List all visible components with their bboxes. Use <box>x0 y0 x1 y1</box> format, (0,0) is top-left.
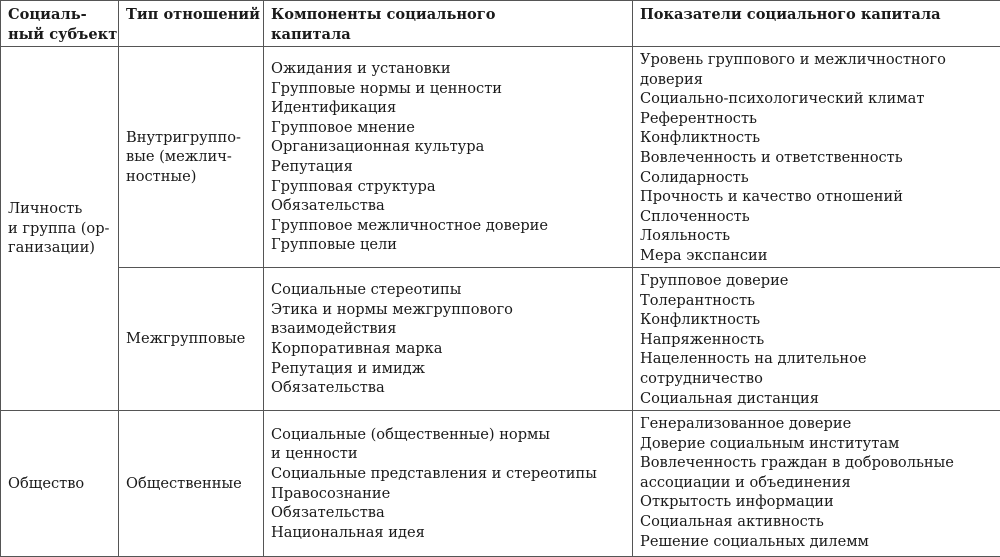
cell-text-line: Групповое межличностное доверие <box>271 216 626 236</box>
cell-text-line: Внутригруппо- <box>126 128 257 148</box>
cell-text-line: Общество <box>8 474 112 494</box>
cell-text-line: Групповое доверие <box>640 271 994 291</box>
cell-text-line: Обязательства <box>271 196 626 216</box>
cell-text-line: Социальная дистанция <box>640 389 994 409</box>
cell-text-line: и ценности <box>271 444 626 464</box>
cell-text-line: Групповые цели <box>271 235 626 255</box>
header-type <box>119 1 264 47</box>
cell-text-line: ганизации) <box>8 238 112 258</box>
type-intergroup-cell <box>119 268 264 411</box>
cell-text-line: Уровень группового и межличностного <box>640 50 994 70</box>
cell-text-line: Лояльность <box>640 226 994 246</box>
cell-text-line: Социальные представления и стереотипы <box>271 464 626 484</box>
header-subject <box>1 1 119 47</box>
components-intergroup-cell <box>264 268 633 411</box>
cell-text-line: Общественные <box>126 474 257 494</box>
cell-text-line: Вовлеченность и ответственность <box>640 148 994 168</box>
indicators-public-cell <box>633 411 1000 557</box>
subject-society-cell <box>1 411 119 557</box>
cell-text-line: Сплоченность <box>640 207 994 227</box>
cell-text-line: вые (межлич- <box>126 147 257 167</box>
components-intragroup-cell <box>264 47 633 268</box>
indicators-intergroup-cell <box>633 268 1000 411</box>
cell-text-line: Открытость информации <box>640 492 994 512</box>
table-row-intergroup <box>1 268 1000 411</box>
cell-text-line: Социально-психологический климат <box>640 89 994 109</box>
header-indicators <box>633 1 1000 47</box>
table-row-public <box>1 411 1000 557</box>
table-row-intragroup <box>1 47 1000 268</box>
cell-text-line: Этика и нормы межгруппового <box>271 300 626 320</box>
cell-text-line: Конфликтность <box>640 128 994 148</box>
cell-text-line: Мера экспансии <box>640 246 994 266</box>
cell-text-line: Доверие социальным институтам <box>640 434 994 454</box>
cell-text-line: Социаль- <box>8 5 112 25</box>
cell-text-line: Групповая структура <box>271 177 626 197</box>
cell-text-line: Идентификация <box>271 98 626 118</box>
indicators-intragroup-cell <box>633 47 1000 268</box>
components-public-cell <box>264 411 633 557</box>
header-components <box>264 1 633 47</box>
cell-text-line: Обязательства <box>271 503 626 523</box>
cell-text-line: Групповые нормы и ценности <box>271 79 626 99</box>
cell-text-line: сотрудничество <box>640 369 994 389</box>
cell-text-line: Солидарность <box>640 168 994 188</box>
cell-text-line: Корпоративная марка <box>271 339 626 359</box>
cell-text-line: Нацеленность на длительное <box>640 349 994 369</box>
cell-text-line: ассоциации и объединения <box>640 473 994 493</box>
cell-text-line: капитала <box>271 25 626 45</box>
cell-text-line: Толерантность <box>640 291 994 311</box>
cell-text-line: Тип отношений <box>126 5 257 25</box>
cell-text-line: Компоненты социального <box>271 5 626 25</box>
cell-text-line: ный субъект <box>8 25 112 45</box>
cell-text-line: Репутация и имидж <box>271 359 626 379</box>
cell-text-line: Правосознание <box>271 484 626 504</box>
cell-text-line: Социальные (общественные) нормы <box>271 425 626 445</box>
cell-text-line: и группа (ор- <box>8 219 112 239</box>
cell-text-line: Генерализованное доверие <box>640 414 994 434</box>
cell-text-line: ностные) <box>126 167 257 187</box>
type-intragroup-cell <box>119 47 264 268</box>
cell-text-line: Личность <box>8 199 112 219</box>
cell-text-line: взаимодействия <box>271 319 626 339</box>
header-row <box>1 1 1000 47</box>
cell-text-line: Организационная культура <box>271 137 626 157</box>
cell-text-line: Ожидания и установки <box>271 59 626 79</box>
cell-text-line: Референтность <box>640 109 994 129</box>
cell-text-line: Межгрупповые <box>126 329 257 349</box>
type-public-cell <box>119 411 264 557</box>
cell-text-line: Обязательства <box>271 378 626 398</box>
cell-text-line: Решение социальных дилемм <box>640 532 994 552</box>
cell-text-line: Репутация <box>271 157 626 177</box>
cell-text-line: Прочность и качество отношений <box>640 187 994 207</box>
cell-text-line: Групповое мнение <box>271 118 626 138</box>
subject-personal-cell <box>1 47 119 411</box>
cell-text-line: Напряженность <box>640 330 994 350</box>
cell-text-line: Социальные стереотипы <box>271 280 626 300</box>
cell-text-line: Конфликтность <box>640 310 994 330</box>
cell-text-line: доверия <box>640 70 994 90</box>
cell-text-line: Вовлеченность граждан в добровольные <box>640 453 994 473</box>
cell-text-line: Социальная активность <box>640 512 994 532</box>
cell-text-line: Национальная идея <box>271 523 626 543</box>
cell-text-line: Показатели социального капитала <box>640 5 994 25</box>
